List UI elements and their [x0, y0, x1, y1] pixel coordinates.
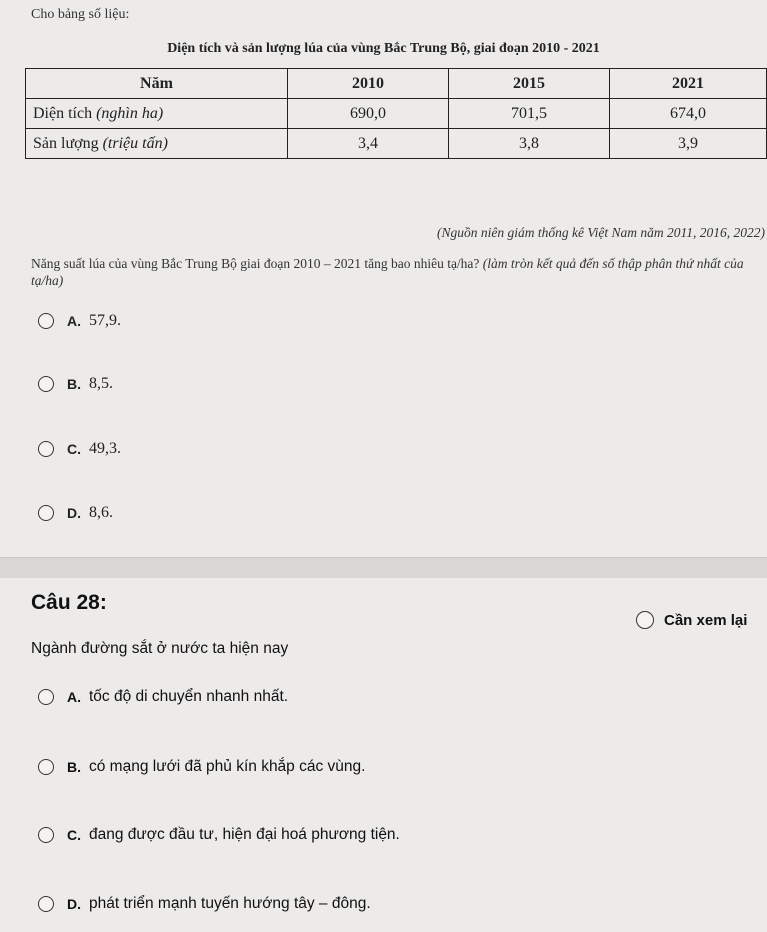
- source-note: (Nguồn niên giám thống kê Việt Nam năm 2011, 2016, 2022): [437, 225, 765, 240]
- option-letter: D.: [67, 896, 81, 912]
- option-letter: C.: [67, 827, 81, 843]
- option-letter: D.: [67, 505, 81, 521]
- question-divider: [0, 557, 767, 578]
- answer-option-c[interactable]: [38, 440, 121, 458]
- option-text: đang được đầu tư, hiện đại hoá phương tiện.: [89, 826, 400, 843]
- option-letter: A.: [67, 689, 81, 705]
- question-note: (làm tròn kết quả đến số thập phân thứ nhất của tạ/ha): [31, 256, 744, 288]
- option-letter: C.: [67, 441, 81, 457]
- table-cell: 674,0: [610, 99, 767, 129]
- answer-option-c[interactable]: [38, 826, 400, 844]
- radio-icon[interactable]: [38, 376, 54, 392]
- option-text: có mạng lưới đã phủ kín khắp các vùng.: [89, 758, 366, 775]
- answer-option-a[interactable]: [38, 312, 121, 330]
- table-cell: 701,5: [449, 99, 610, 129]
- radio-icon[interactable]: [38, 827, 54, 843]
- review-label: Cần xem lại: [664, 611, 748, 629]
- radio-icon[interactable]: [38, 759, 54, 775]
- table-row: [26, 99, 767, 129]
- table-title: Diện tích và sản lượng lúa của vùng Bắc Trung Bộ, giai đoạn 2010 - 2021: [167, 41, 600, 56]
- header-cell: 2010: [288, 69, 449, 99]
- answer-option-d[interactable]: [38, 895, 371, 913]
- option-letter: B.: [67, 376, 81, 392]
- answer-option-b[interactable]: [38, 758, 365, 776]
- table-header-row: [26, 69, 767, 99]
- table-cell: 690,0: [288, 99, 449, 129]
- table-cell: 3,9: [610, 129, 767, 159]
- question-prompt: Năng suất lúa của vùng Bắc Trung Bộ giai đoạn 2010 – 2021 tăng bao nhiêu tạ/ha?: [31, 256, 480, 271]
- answer-option-a[interactable]: [38, 688, 288, 706]
- header-cell: Năm: [26, 69, 288, 99]
- option-text: 57,9.: [89, 312, 121, 329]
- data-table: [25, 68, 767, 159]
- radio-icon[interactable]: [38, 441, 54, 457]
- option-letter: A.: [67, 313, 81, 329]
- option-text: phát triển mạnh tuyến hướng tây – đông.: [89, 895, 371, 912]
- answer-option-d[interactable]: [38, 504, 113, 522]
- review-flag[interactable]: [636, 611, 747, 629]
- intro-text: Cho bảng số liệu:: [31, 7, 130, 22]
- header-cell: 2021: [610, 69, 767, 99]
- question-text: [31, 255, 767, 289]
- table-cell: 3,4: [288, 129, 449, 159]
- table-row: [26, 129, 767, 159]
- option-text: 8,5.: [89, 375, 113, 392]
- radio-icon[interactable]: [38, 896, 54, 912]
- option-text: tốc độ di chuyển nhanh nhất.: [89, 688, 289, 705]
- radio-icon[interactable]: [38, 689, 54, 705]
- header-cell: 2015: [449, 69, 610, 99]
- row-label: Sản lượng (triệu tấn): [26, 129, 288, 159]
- radio-icon[interactable]: [636, 611, 654, 629]
- question-prompt: Ngành đường sắt ở nước ta hiện nay: [31, 640, 289, 657]
- row-label: Diện tích (nghìn ha): [26, 99, 288, 129]
- option-text: 8,6.: [89, 504, 113, 521]
- radio-icon[interactable]: [38, 505, 54, 521]
- option-text: 49,3.: [89, 440, 121, 457]
- answer-option-b[interactable]: [38, 375, 113, 393]
- option-letter: B.: [67, 759, 81, 775]
- table-cell: 3,8: [449, 129, 610, 159]
- question-heading: Câu 28:: [31, 591, 107, 614]
- radio-icon[interactable]: [38, 313, 54, 329]
